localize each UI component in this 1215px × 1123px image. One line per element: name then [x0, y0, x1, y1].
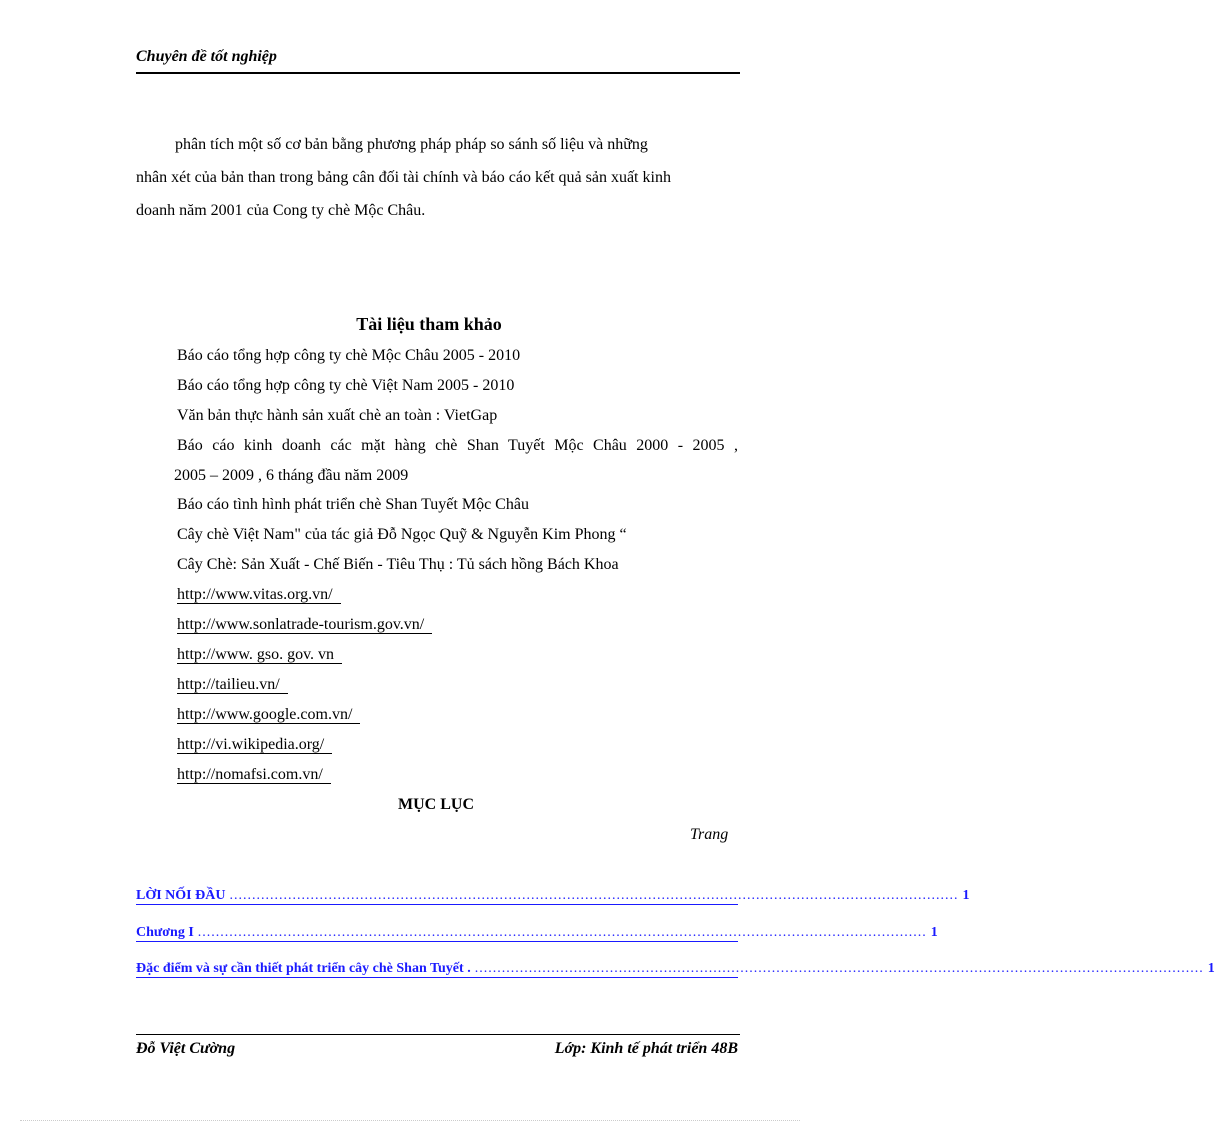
toc-entry[interactable]: [136, 957, 1215, 978]
toc-entry[interactable]: [136, 921, 938, 942]
reference-link[interactable]: http://nomafsi.com.vn/: [177, 766, 331, 784]
footer-divider: [136, 1034, 740, 1035]
reference-item: Văn bản thực hành sản xuất chè an toàn : VietGap: [177, 407, 498, 424]
toc-leader-dots: ..................................................................................................................................................................: [197, 925, 927, 940]
reference-item: Báo cáo kinh doanh các mặt hàng chè Shan Tuyết Mộc Châu 2000 - 2005 ,: [177, 437, 738, 454]
body-paragraph: [136, 128, 740, 227]
body-line: phân tích một số cơ bản bằng phương pháp pháp so sánh số liệu và những: [175, 136, 648, 153]
body-line: doanh năm 2001 của Cong ty chè Mộc Châu.: [136, 202, 426, 219]
toc-entry-page: 1: [1207, 961, 1215, 976]
toc-entry[interactable]: [136, 884, 970, 905]
footer-author: Đỗ Việt Cường: [136, 1040, 236, 1057]
reference-link[interactable]: http://www. gso. gov. vn: [177, 646, 342, 664]
toc-entry-page: 1: [930, 925, 938, 940]
toc-entry-text: Chương I: [136, 925, 194, 940]
reference-link[interactable]: http://www.sonlatrade-tourism.gov.vn/: [177, 616, 432, 634]
reference-link[interactable]: http://vi.wikipedia.org/: [177, 736, 332, 754]
toc-entry-text: LỜI NỐI ĐẦU: [136, 888, 226, 903]
reference-link[interactable]: http://www.google.com.vn/: [177, 706, 360, 724]
page-edge: [20, 1120, 800, 1121]
header-divider: [136, 72, 740, 74]
page-header-title: Chuyên đề tốt nghiệp: [136, 48, 277, 65]
reference-link[interactable]: http://tailieu.vn/: [177, 676, 288, 694]
references-title: Tài liệu tham khảo: [356, 314, 502, 334]
reference-item: Báo cáo tình hình phát triển chè Shan Tuyết Mộc Châu: [177, 496, 529, 513]
reference-link[interactable]: http://www.vitas.org.vn/: [177, 586, 341, 604]
reference-item: Cây chè Việt Nam" của tác giả Đỗ Ngọc Quỹ & Nguyễn Kim Phong “: [177, 526, 627, 543]
toc-entry-text: Đặc điểm và sự cần thiết phát triển cây chè Shan Tuyết .: [136, 961, 471, 976]
reference-item: Báo cáo tổng hợp công ty chè Việt Nam 2005 - 2010: [177, 377, 515, 394]
toc-page-column-label: Trang: [690, 826, 729, 843]
toc-leader-dots: ..................................................................................................................................................................: [229, 888, 959, 903]
footer-class: Lớp: Kinh tế phát triển 48B: [554, 1040, 738, 1057]
toc-title: MỤC LỤC: [398, 796, 474, 813]
body-line: nhân xét của bản than trong bảng cân đối tài chính và báo cáo kết quả sản xuất kinh: [136, 169, 671, 186]
reference-item: Báo cáo tổng hợp công ty chè Mộc Châu 2005 - 2010: [177, 347, 521, 364]
toc-entry-page: 1: [962, 888, 970, 903]
reference-item-continued: 2005 – 2009 , 6 tháng đầu năm 2009: [174, 467, 409, 484]
reference-item: Cây Chè: Sản Xuất - Chế Biến - Tiêu Thụ : Tủ sách hồng Bách Khoa: [177, 556, 619, 573]
toc-leader-dots: ..................................................................................................................................................................: [474, 961, 1204, 976]
